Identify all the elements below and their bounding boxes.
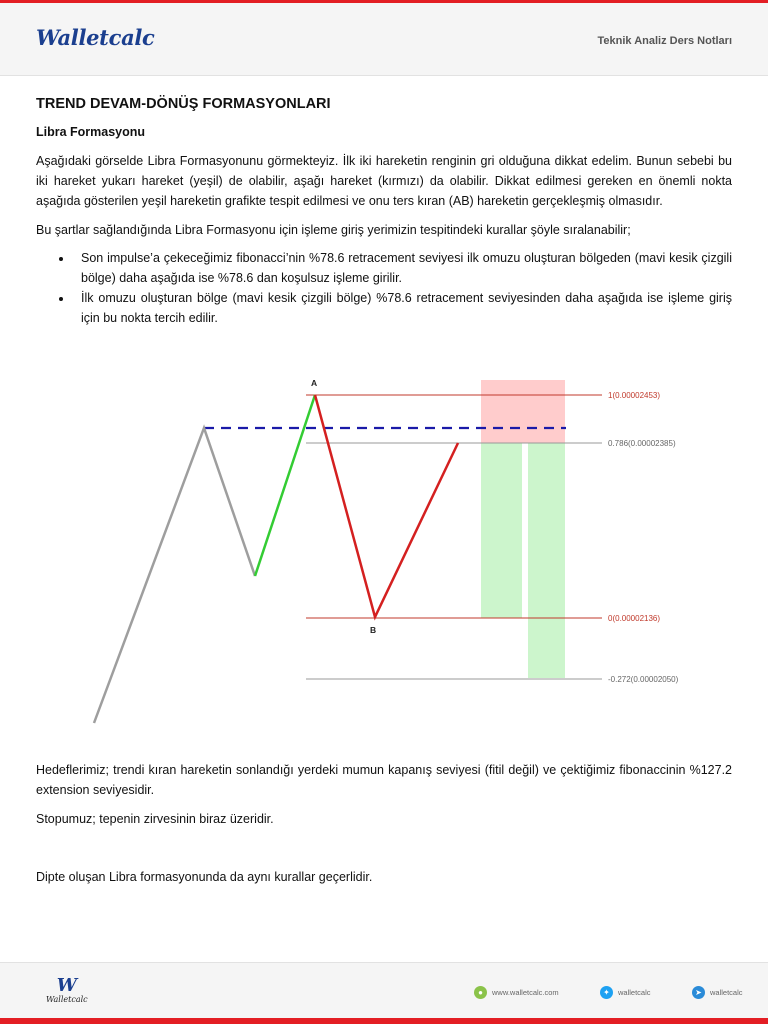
rule-item: • İlk omuzu oluşturan bölge (mavi kesik çizgili bölge) %78.6 retracement seviyesinden daha aşağıda ise işleme giriş için bu nokta tercih edilir. [73,288,732,328]
footer-telegram-text: walletcalc [710,988,743,997]
green-move-line [255,395,315,576]
footer-website-text: www.walletcalc.com [492,988,559,997]
target-zone-2 [528,443,565,678]
rules-list [36,248,732,328]
telegram-icon: ➤ [692,986,705,999]
footer-twitter-link[interactable] [600,986,651,999]
footer-website-link[interactable] [474,986,559,999]
target-zone-1 [481,443,522,618]
stop-zone [481,380,565,443]
red-ab-move-path [315,395,458,617]
point-label-a: A [311,378,318,388]
grey-moves-path [94,428,255,723]
footer-telegram-link[interactable] [692,986,743,999]
bottom-content [36,760,732,887]
twitter-icon: ✦ [600,986,613,999]
bottom-libra-paragraph: Dipte oluşan Libra formasyonunda da aynı kurallar geçerlidir. [36,870,373,884]
page-heading: TREND DEVAM-DÖNÜŞ FORMASYONLARI [36,96,331,112]
fib-label-1: 1(0.00002453) [608,391,661,400]
main-content [36,96,732,328]
footer-logo[interactable] [46,977,88,1004]
paragraph-intro: Aşağıdaki görselde Libra Formasyonunu görmekteyiz. İlk iki hareketin renginin gri olduğuna dikkat edelim. Bunun sebebi bu iki hareket yukarı hareket (yeşil) de olabilir, aşağı hareket (kırmızı) da olabilir. Dikkat edilmesi gereken en önemli nokta aşağıda gösterilen yeşil hareketin grafikte tespit edilmesi ve onu ters kıran (AB) hareketin gerçekleşmiş olmasıdır. [36,154,732,208]
footer-logo-mark: W [56,975,77,996]
paragraph-rules-intro: Bu şartlar sağlandığında Libra Formasyonu için işleme giriş yerimizin tespitindeki kurallar şöyle sıralanabilir; [36,223,631,237]
rule-item: • Son impulse’a çekeceğimiz fibonacci’nin %78.6 retracement seviyesi ilk omuzu oluşturan bölgeden (mavi kesik çizgili bölge) daha aşağıda ise %78.6 dan koşulsuz işleme girilir. [73,248,732,288]
fib-label-0: 0(0.00002136) [608,614,661,623]
stop-paragraph: Stopumuz; tepenin zirvesinin biraz üzeridir. [36,812,274,826]
header-title: Teknik Analiz Ders Notları [597,35,732,47]
footer-twitter-text: walletcalc [618,988,651,997]
bottom-accent-bar [0,1018,768,1024]
fib-label-0786: 0.786(0.00002385) [608,439,676,448]
page-header [0,3,768,76]
fib-label-neg0272: -0.272(0.00002050) [608,675,679,684]
libra-pattern-chart [80,370,700,730]
section-subtitle: Libra Formasyonu [36,125,146,139]
point-label-b: B [370,625,377,635]
walletcalc-logo[interactable]: Walletcalc [36,25,155,50]
page-footer [0,962,768,1018]
globe-icon: ● [474,986,487,999]
footer-logo-name: Walletcalc [46,995,88,1004]
targets-paragraph: Hedeflerimiz; trendi kıran hareketin sonlandığı yerdeki mumun kapanış seviyesi (fitil değil) ve çektiğimiz fibonaccinin %127.2 extension seviyesidir. [36,763,732,797]
